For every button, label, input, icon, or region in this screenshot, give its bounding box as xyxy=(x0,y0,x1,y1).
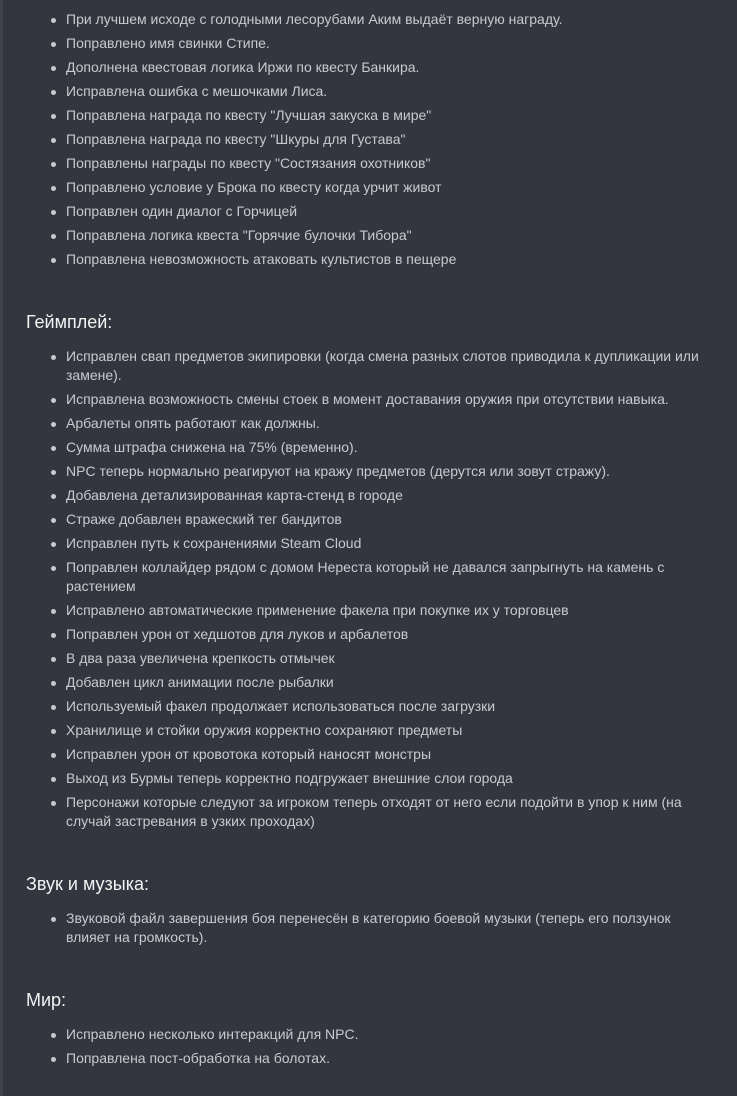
list-item: Поправлен коллайдер рядом с домом Нереста который не давался запрыгнуть на камень с растением xyxy=(66,558,716,596)
list-item: Исправлена ошибка с мешочками Лиса. xyxy=(66,82,716,101)
list-item: Исправлен урон от кровотока который наносят монстры xyxy=(66,745,716,764)
list-item: Поправлено имя свинки Стипе. xyxy=(66,34,716,53)
list-item: Поправлена невозможность атаковать культистов в пещере xyxy=(66,250,716,269)
section-world xyxy=(26,989,716,1068)
list-item: Исправлен свап предметов экипировки (когда смена разных слотов приводила к дупликации или замене). xyxy=(66,347,716,385)
section-sound xyxy=(26,873,716,947)
gameplay-list xyxy=(26,347,716,831)
list-item: Поправлена логика квеста "Горячие булочки Тибора" xyxy=(66,226,716,245)
list-item: Поправлен один диалог с Горчицей xyxy=(66,202,716,221)
list-item: Сумма штрафа снижена на 75% (временно). xyxy=(66,438,716,457)
section-heading: Мир: xyxy=(26,990,67,1010)
section-heading: Геймплей: xyxy=(26,312,113,332)
list-item: При лучшем исходе с голодными лесорубами Аким выдаёт верную награду. xyxy=(66,10,716,29)
world-list xyxy=(26,1025,716,1068)
section-heading: Звук и музыка: xyxy=(26,874,150,894)
list-item: Поправлен урон от хедшотов для луков и арбалетов xyxy=(66,625,716,644)
list-item: Исправлена возможность смены стоек в момент доставания оружия при отсутствии навыка. xyxy=(66,390,716,409)
list-item: Исправлен путь к сохранениями Steam Cloud xyxy=(66,534,716,553)
list-item: Исправлено автоматические применение факела при покупке их у торговцев xyxy=(66,601,716,620)
list-item-cut-off xyxy=(66,0,716,5)
list-item: Арбалеты опять работают как должны. xyxy=(66,414,716,433)
list-item: Поправлено условие у Брока по квесту когда урчит живот xyxy=(66,178,716,197)
list-item: Поправлена награда по квесту "Шкуры для Густава" xyxy=(66,130,716,149)
section-gameplay xyxy=(26,311,716,831)
list-item: Поправлена пост-обработка на болотах. xyxy=(66,1049,716,1068)
list-item: В два раза увеличена крепкость отмычек xyxy=(66,649,716,668)
quest-fixes-list xyxy=(26,0,716,269)
list-item: Добавлен цикл анимации после рыбалки xyxy=(66,673,716,692)
list-item: Персонажи которые следуют за игроком теперь отходят от него если подойти в упор к ним (на случай застревания в узких проходах) xyxy=(66,793,716,831)
list-item: Исправлено несколько интеракций для NPC. xyxy=(66,1025,716,1044)
list-item: Дополнена квестовая логика Иржи по квесту Банкира. xyxy=(66,58,716,77)
list-item: Хранилище и стойки оружия корректно сохраняют предметы xyxy=(66,721,716,740)
list-item: Добавлена детализированная карта-стенд в городе xyxy=(66,486,716,505)
list-item: Поправлена награда по квесту "Лучшая закуска в мире" xyxy=(66,106,716,125)
list-item: Звуковой файл завершения боя перенесён в категорию боевой музыки (теперь его ползунок влияет на громкость). xyxy=(66,909,716,947)
list-item: Выход из Бурмы теперь корректно подгружает внешние слои города xyxy=(66,769,716,788)
list-item: Используемый факел продолжает использоваться после загрузки xyxy=(66,697,716,716)
left-border xyxy=(0,0,3,1096)
list-item: NPC теперь нормально реагируют на кражу предметов (дерутся или зовут стражу). xyxy=(66,462,716,481)
sound-list xyxy=(26,909,716,947)
list-item: Поправлены награды по квесту "Состязания охотников" xyxy=(66,154,716,173)
patch-notes xyxy=(26,0,716,1073)
list-item: Страже добавлен вражеский тег бандитов xyxy=(66,510,716,529)
